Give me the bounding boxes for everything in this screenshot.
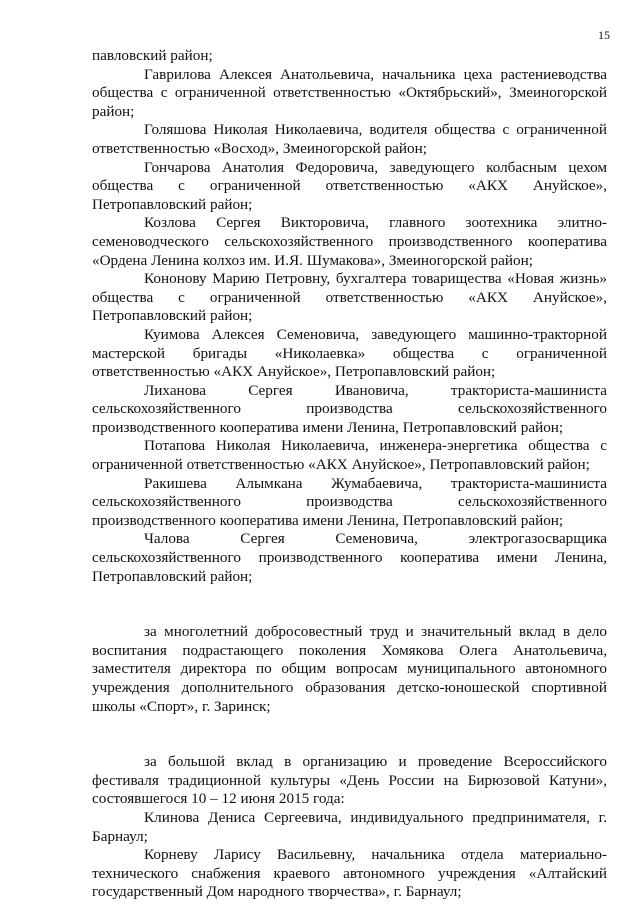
paragraph: Гончарова Анатолия Федоровича, заведующего колбасным цехом общества с ограниченной ответственностью «АКХ Ануйское», Петропавловский район; [92,158,607,213]
paragraph: Голяшова Николая Николаевича, водителя общества с ограниченной ответственностью «Восход», Змеиногорской район; [92,121,607,157]
paragraph: павловский район; [92,47,213,64]
paragraph: Чалова Сергея Семеновича, электрогазосварщика сельскохозяйственного производственного кооператива имени Ленина, Петропавловский район; [92,530,607,585]
paragraph: Потапова Николая Николаевича, инженера-энергетика общества с ограниченной ответственностью «АКХ Ануйское», Петропавловский район; [92,437,607,474]
paragraph: Лиханова Сергея Ивановича, тракториста-машиниста сельскохозяйственного производства сельскохозяйственного производственного кооператива имени Ленина, Петропавловский район; [92,381,607,436]
page-number: 15 [598,28,610,42]
paragraph: Гаврилова Алексея Анатольевича, начальника цеха растениеводства общества с ограниченной ответственностью «Октябрьский», Змеиногорской район; [92,65,607,120]
paragraph: Корневу Ларису Васильевну, начальника отдела материально-технического снабжения краевого автономного учреждения «Алтайский государственный Дом народного творчества», г. Барнаул; [92,846,607,901]
paragraph: Клинова Дениса Сергеевича, индивидуального предпринимателя, г. Барнаул; [92,808,607,845]
paragraph: за большой вклад в организацию и проведение Всероссийского фестиваля традиционной культуры «День России на Бирюзовой Катуни», состоявшегося 10 – 12 июня 2015 года: [92,753,607,808]
paragraph-gap [92,716,607,753]
paragraph: Кононову Марию Петровну, бухгалтера товарищества «Новая жизнь» общества с ограниченной ответственностью «АКХ Ануйское», Петропавловский район; [92,270,607,325]
document-body [92,47,607,902]
paragraph-gap [92,586,607,623]
paragraph: Куимова Алексея Семеновича, заведующего машинно-тракторной мастерской бригады «Николаевка» общества с ограниченной ответственностью «АКХ Ануйское», Петропавловский район; [92,325,607,381]
paragraph: Ракишева Алымкана Жумабаевича, тракториста-машиниста сельскохозяйственного производства сельскохозяйственного производственного кооператива имени Ленина, Петропавловский район; [92,474,607,529]
paragraph: Козлова Сергея Викторовича, главного зоотехника элитно-семеноводческого сельскохозяйственного производственного кооператива «Ордена Ленина колхоз им. И.Я. Шумакова», Змеиногорской район; [92,214,607,269]
paragraph: за многолетний добросовестный труд и значительный вклад в дело воспитания подрастающего поколения Хомякова Олега Анатольевича, заместителя директора по общим вопросам муниципального автономного учреждения дополнительного образования детско-юношеской спортивной школы «Спорт», г. Заринск; [92,623,607,715]
